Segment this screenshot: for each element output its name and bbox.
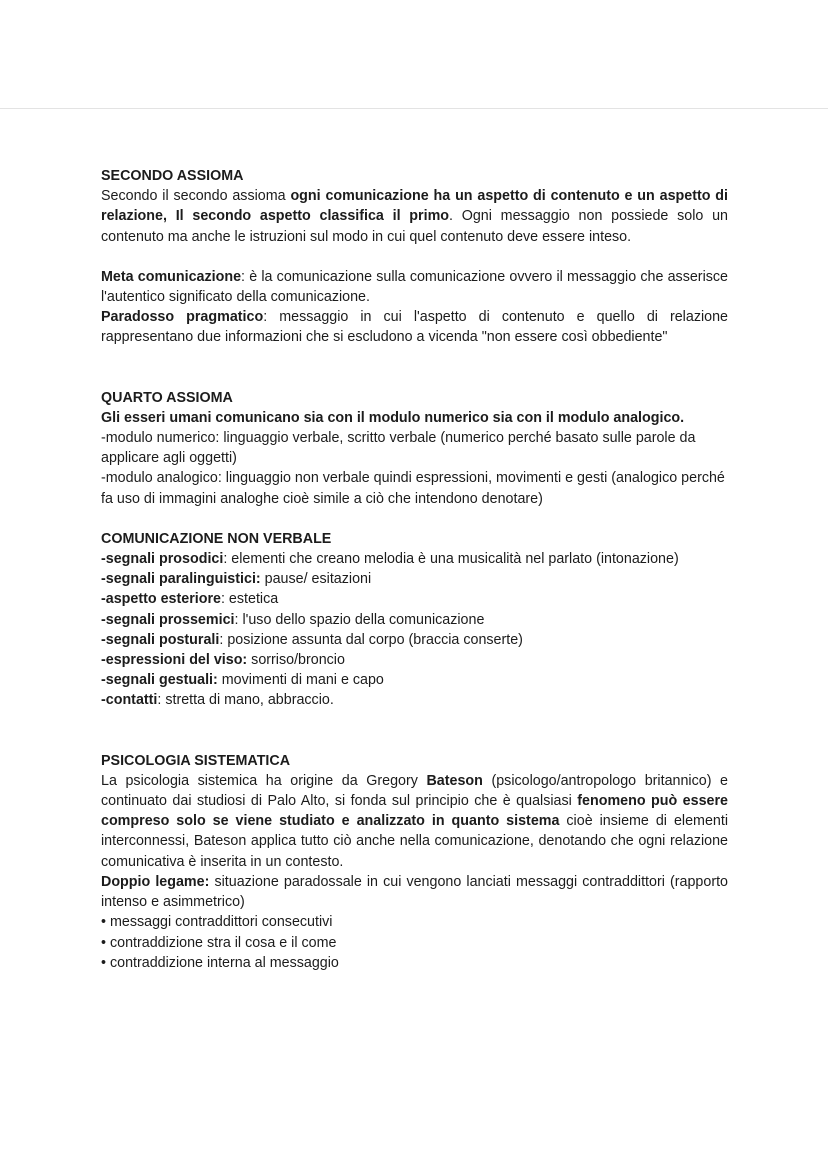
item-label: -aspetto esteriore — [101, 591, 221, 608]
section-heading: COMUNICAZIONE NON VERBALE — [101, 530, 332, 547]
section-quarto-assioma — [101, 388, 728, 509]
list-line: -modulo analogico: linguaggio non verbale quindi espressioni, movimenti e gesti (analogico perché fa uso di immagini analoghe cioè simile a ciò che intendono denotare) — [101, 470, 725, 507]
item-text: pause/ esitazioni — [260, 571, 372, 588]
bold-run: fenomeno può essere compreso solo se viene studiato e analizzato in quanto sistema — [101, 793, 729, 830]
text-run: (psicologo/antropologo britannico) e continuato dai studiosi di Palo Alto, si fonda sul principio che è qualsiasi — [101, 772, 728, 810]
paragraph — [101, 267, 728, 307]
item-text: : elementi che creano melodia è una musicalità nel parlato (intonazione) — [223, 551, 679, 568]
item-text: movimenti di mani e capo — [217, 672, 384, 689]
paragraph — [101, 186, 728, 247]
item-label: -contatti — [101, 692, 158, 709]
bullet-item: • contraddizione interna al messaggio — [101, 954, 339, 971]
term-definition: : messaggio in cui l'aspetto di contenuto e quello di relazione rappresentano due informazioni che si escludono a vicenda "non essere così obbediente" — [101, 309, 728, 346]
list-item — [101, 650, 728, 670]
section-heading: QUARTO ASSIOMA — [101, 389, 233, 406]
item-label: -segnali posturali — [101, 631, 220, 648]
list-item — [101, 589, 728, 609]
document-body — [101, 166, 728, 973]
list-item — [101, 610, 728, 630]
paragraph — [101, 872, 728, 912]
text-run: cioè insieme di elementi interconnessi, Bateson applica tutto ciò anche nella comunicazione, denotando che ogni relazione comunicativa è inserita in un contesto. — [101, 813, 728, 870]
section-secondo-assioma — [101, 166, 728, 348]
bullet-item: • contraddizione stra il cosa e il come — [101, 934, 337, 951]
text-run: Secondo il secondo assioma — [101, 188, 291, 205]
item-text: : stretta di mano, abbraccio. — [157, 692, 334, 709]
section-comunicazione-non-verbale — [101, 529, 728, 711]
bold-statement: Gli esseri umani comunicano sia con il modulo numerico sia con il modulo analogico. — [101, 409, 685, 426]
paragraph — [101, 307, 728, 347]
item-text: : l'uso dello spazio della comunicazione — [234, 611, 485, 628]
term-label: Paradosso pragmatico — [101, 309, 264, 326]
term-label: Doppio legame: — [101, 873, 210, 890]
item-text: : estetica — [220, 591, 279, 608]
item-label: -segnali gestuali: — [101, 672, 218, 689]
bold-run: Bateson — [426, 772, 483, 789]
list-item — [101, 630, 728, 650]
item-label: -segnali paralinguistici: — [101, 571, 261, 588]
bold-run: ogni comunicazione ha un aspetto di contenuto e un aspetto di relazione, Il secondo aspetto classifica il primo — [101, 188, 728, 225]
list-item — [101, 549, 728, 569]
header-divider — [0, 108, 828, 109]
item-text: sorriso/broncio — [247, 652, 345, 669]
term-definition: : è la comunicazione sulla comunicazione ovvero il messaggio che asserisce l'autentico significato della comunicazione. — [101, 268, 728, 306]
term-label: Meta comunicazione — [101, 268, 242, 285]
item-label: -segnali prossemici — [101, 611, 235, 628]
term-definition: situazione paradossale in cui vengono lanciati messaggi contraddittori (rapporto intenso e asimmetrico) — [101, 873, 729, 911]
text-run: . Ogni messaggio non possiede solo un contenuto ma anche le istruzioni sul modo in cui quel contenuto deve essere inteso. — [101, 208, 728, 245]
item-label: -espressioni del viso: — [101, 652, 248, 669]
list-item — [101, 690, 728, 710]
item-label: -segnali prosodici — [101, 551, 224, 568]
bullet-item: • messaggi contraddittori consecutivi — [101, 914, 333, 931]
item-text: : posizione assunta dal corpo (braccia conserte) — [219, 631, 523, 648]
section-heading: SECONDO ASSIOMA — [101, 168, 244, 184]
section-psicologia-sistematica — [101, 751, 728, 973]
list-line: -modulo numerico: linguaggio verbale, scritto verbale (numerico perché basato sulle parole da applicare agli oggetti) — [101, 430, 696, 467]
section-heading: PSICOLOGIA SISTEMATICA — [101, 752, 291, 769]
list-item — [101, 670, 728, 690]
paragraph — [101, 771, 728, 872]
list-item — [101, 569, 728, 589]
text-run: La psicologia sistemica ha origine da Gregory — [101, 772, 427, 789]
